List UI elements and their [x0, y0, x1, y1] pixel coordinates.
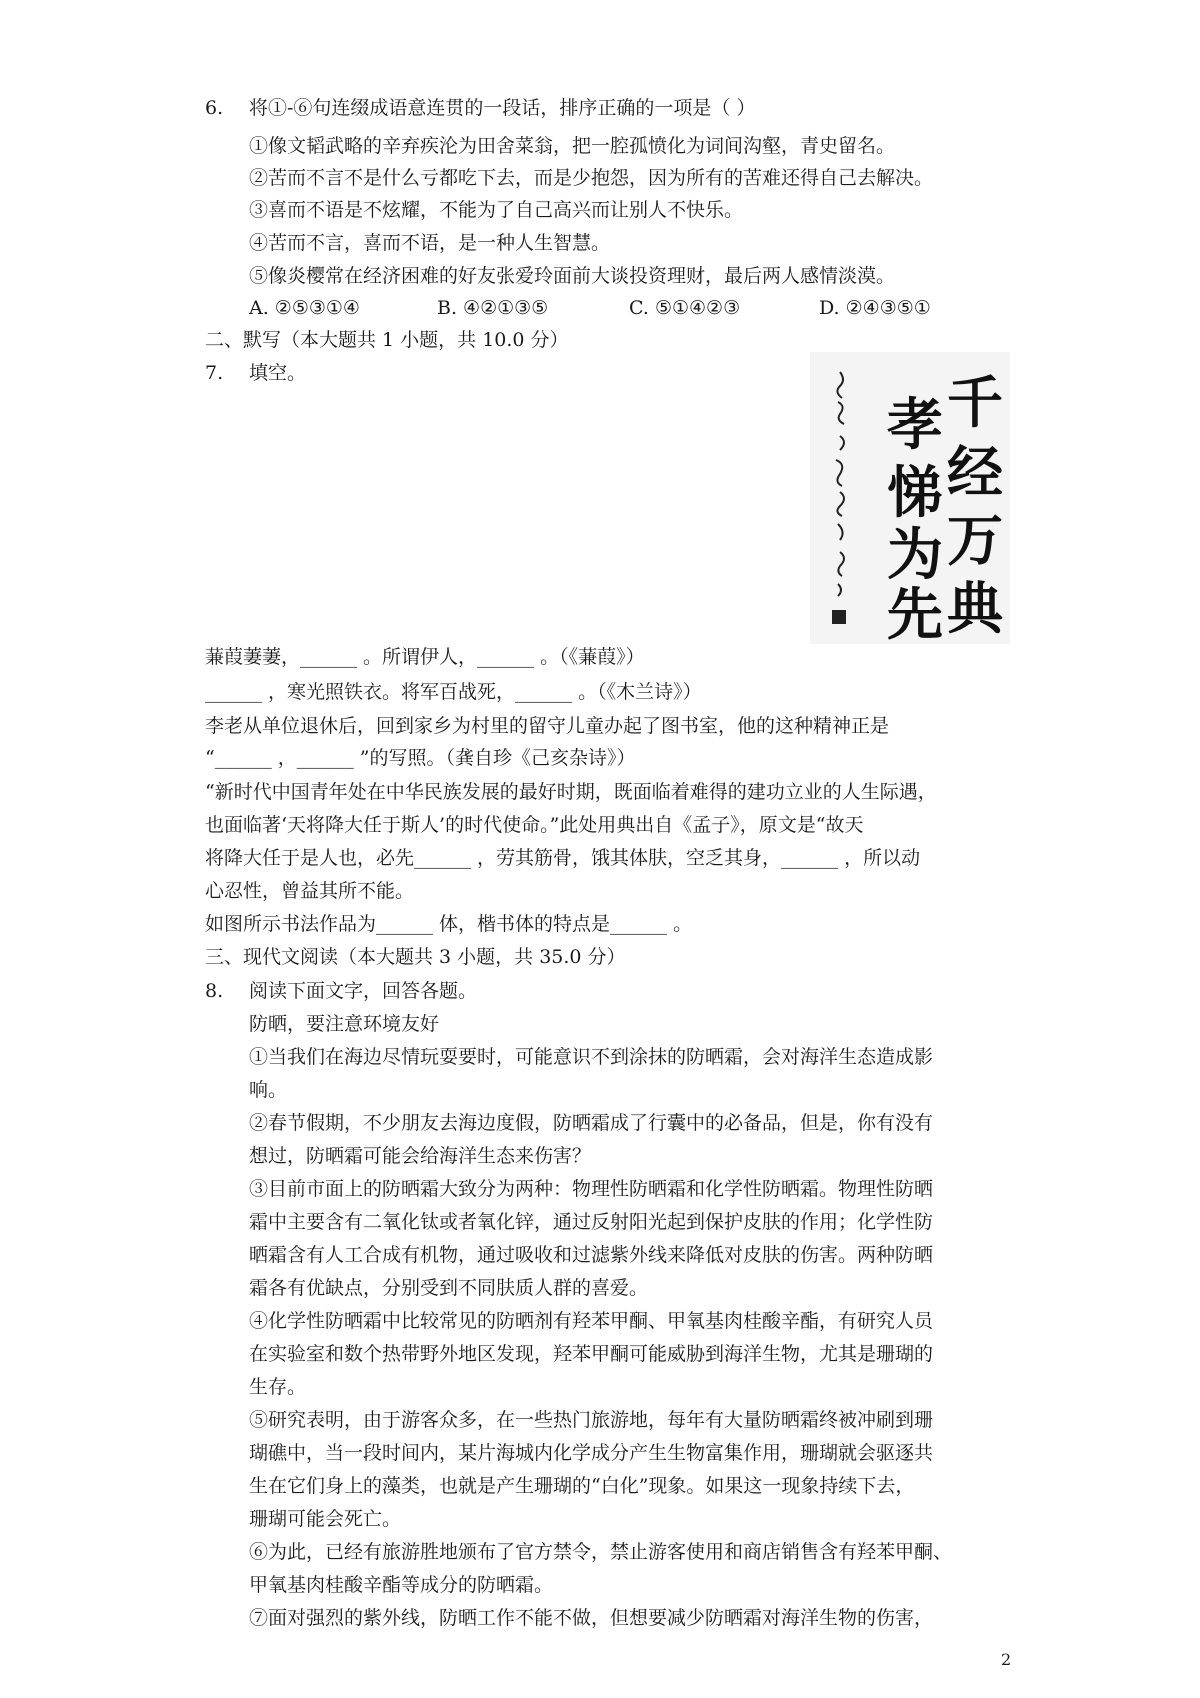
passage-line: 生存。 — [249, 1376, 307, 1398]
svg-text:为: 为 — [887, 522, 943, 588]
passage-line: 霜中主要含有二氧化钛或者氧化锌，通过反射阳光起到保护皮肤的作用；化学性防 — [249, 1211, 934, 1233]
q7-line-4: “______ ，______ ”的写照。（龚自珍《己亥杂诗》） — [205, 747, 636, 769]
option-b: B. ④②①③⑤ — [437, 297, 549, 319]
passage-line: 霜各有优缺点，分别受到不同肤质人群的喜爱。 — [249, 1277, 649, 1299]
question-number: 6. — [205, 97, 224, 119]
svg-text:先: 先 — [887, 582, 943, 644]
svg-text:孝: 孝 — [887, 392, 943, 458]
passage-line: 生在它们身上的藻类，也就是产生珊瑚的“白化”现象。如果这一现象持续下去， — [249, 1475, 915, 1497]
section-3-title: 三、现代文阅读（本大题共 3 小题，共 35.0 分） — [205, 946, 626, 968]
svg-text:万: 万 — [947, 508, 1003, 574]
passage-line: 晒霜含有人工合成有机物，通过吸收和过滤紫外线来降低对皮肤的伤害。两种防晒 — [249, 1244, 934, 1266]
svg-text:经: 经 — [947, 440, 1003, 506]
q7-line-7: 将降大任于是人也，必先______ ，劳其筋骨，饿其体肤，空乏其身，______ ，所以动 — [205, 847, 921, 869]
svg-text:典: 典 — [947, 576, 1003, 642]
passage-line: 想过，防晒霜可能会给海洋生态来伤害？ — [249, 1145, 592, 1167]
sentence-2: ②苦而不言不是什么亏都吃下去，而是少抱怨，因为所有的苦难还得自己去解决。 — [249, 167, 934, 189]
option-a: A. ②⑤③①④ — [249, 297, 360, 319]
passage-line: ④化学性防晒霜中比较常见的防晒剂有羟苯甲酮、甲氧基肉桂酸辛酯，有研究人员 — [249, 1310, 934, 1332]
passage-line: ⑦面对强烈的紫外线，防晒工作不能不做，但想要减少防晒霜对海洋生物的伤害， — [249, 1607, 934, 1629]
passage-line: ⑥为此，已经有旅游胜地颁布了官方禁令，禁止游客使用和商店销售含有羟苯甲酮、 — [249, 1541, 953, 1563]
q7-line-2: ______ ，寒光照铁衣。将军百战死，______ 。（《木兰诗》） — [205, 681, 702, 703]
question-number: 7. — [205, 362, 224, 384]
page-number: 2 — [1001, 1650, 1012, 1669]
passage-line: ⑤研究表明，由于游客众多，在一些热门旅游地，每年有大量防晒霜终被冲刷到珊 — [249, 1409, 934, 1431]
question-text: 将①-⑥句连缀成语意连贯的一段话，排序正确的一项是（ ） — [249, 97, 756, 119]
svg-text:悌: 悌 — [887, 460, 943, 526]
passage-title: 防晒，要注意环境友好 — [249, 1013, 440, 1035]
passage-line: 响。 — [249, 1079, 288, 1101]
question-number: 8. — [205, 980, 224, 1002]
option-c: C. ⑤①④②③ — [629, 297, 741, 319]
question-6-stem — [205, 96, 755, 120]
calligraphy-artwork-icon — [810, 352, 1010, 644]
q7-line-9: 如图所示书法作品为______ 体，楷书体的特点是______ 。 — [205, 913, 693, 935]
q7-line-6: 也面临著‘天将降大任于斯人’的时代使命。”此处用典出自《孟子》，原文是“故天 — [205, 814, 864, 836]
sentence-3: ③喜而不语是不炫耀，不能为了自己高兴而让别人不快乐。 — [249, 199, 744, 221]
section-2-title: 二、默写（本大题共 1 小题，共 10.0 分） — [205, 329, 569, 351]
passage-line: 瑚礁中，当一段时间内，某片海城内化学成分产生生物富集作用，珊瑚就会驱逐共 — [249, 1442, 934, 1464]
passage-line: ②春节假期，不少朋友去海边度假，防晒霜成了行囊中的必备品，但是，你有没有 — [249, 1112, 934, 1134]
q7-line-5: “新时代中国青年处在中华民族发展的最好时期，既面临着难得的建功立业的人生际遇， — [205, 781, 937, 803]
question-7-stem — [205, 361, 306, 385]
passage-line: 珊瑚可能会死亡。 — [249, 1508, 402, 1530]
question-8-stem — [205, 979, 477, 1003]
passage-line: ①当我们在海边尽情玩耍要时，可能意识不到涂抹的防晒霜，会对海洋生态造成影 — [249, 1046, 934, 1068]
passage-line: 甲氧基肉桂酸辛酯等成分的防晒霜。 — [249, 1574, 554, 1596]
question-text: 填空。 — [249, 362, 307, 384]
calligraphy-image — [810, 352, 1010, 644]
svg-text:千: 千 — [947, 370, 1003, 436]
sentence-1: ①像文韬武略的辛弃疾沦为田舍菜翁，把一腔孤愤化为词间沟壑，青史留名。 — [249, 135, 896, 157]
q7-line-1: 蒹葭萋萋，______ 。所谓伊人，______ 。（《蒹葭》） — [205, 646, 645, 668]
passage-line: 在实验室和数个热带野外地区发现，羟苯甲酮可能威胁到海洋生物，尤其是珊瑚的 — [249, 1343, 934, 1365]
q7-line-8: 心忍性，曾益其所不能。 — [205, 880, 415, 902]
passage-line: ③目前市面上的防晒霜大致分为两种：物理性防晒霜和化学性防晒霜。物理性防晒 — [249, 1178, 934, 1200]
option-d: D. ②④③⑤① — [819, 297, 931, 319]
sentence-4: ④苦而不言，喜而不语，是一种人生智慧。 — [249, 232, 611, 254]
sentence-5: ⑤像炎樱常在经济困难的好友张爱玲面前大谈投资理财，最后两人感情淡漠。 — [249, 265, 896, 287]
q7-line-3: 李老从单位退休后，回到家乡为村里的留守儿童办起了图书室，他的这种精神正是 — [205, 715, 890, 737]
question-text: 阅读下面文字，回答各题。 — [249, 980, 478, 1002]
